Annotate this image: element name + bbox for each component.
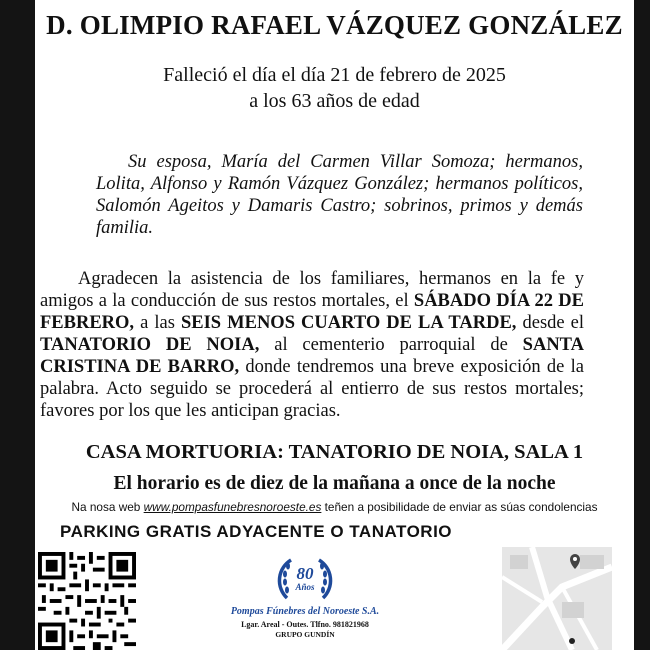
- left-black-border: [0, 0, 35, 650]
- website-link[interactable]: www.pompasfunebresnoroeste.es: [143, 500, 322, 514]
- thanks-paragraph: Agradecen la asistencia de los familiares, hermanos en la fe y amigos a la conducción de sus restos mortales, el SÁBADO DÍA 22 DE FEBRERO, a las SEIS MENOS CUARTO DE LA TARDE, desde el TANATORIO DE NOIA, al cementerio parroquial de SANTA CRISTINA DE BARRO, donde tendremos una breve exposición de la palabra. Acto seguido se procederá al entierro de sus restos mortales; favores por los que les anticipan gracias.: [40, 269, 585, 421]
- location-map[interactable]: [502, 547, 612, 650]
- company-logo: [205, 552, 405, 650]
- funeral-time: SEIS MENOS CUARTO DE LA TARDE,: [180, 313, 517, 333]
- condolences-line: Na nosa web www.pompasfunebresnoroeste.es teñen a posibilidade de enviar as súas condolencias: [71, 500, 598, 514]
- funeral-date: SÁBADO DÍA 22 DE FEBRERO,: [40, 291, 584, 333]
- company-group: GRUPO GUNDÍN: [275, 630, 335, 639]
- age: a los 63 años de edad: [249, 90, 420, 112]
- company-address: Lgar. Areal - Outes. Tlfno. 981821968: [241, 620, 369, 629]
- right-black-border: [634, 0, 650, 650]
- funeral-origin: TANATORIO DE NOIA,: [40, 335, 260, 355]
- cemetery: SANTA CRISTINA DE BARRO,: [40, 335, 585, 377]
- visiting-hours: El horario es de diez de la mañana a once de la noche: [113, 473, 556, 494]
- casa-mortuoria: CASA MORTUORIA: TANATORIO DE NOIA, SALA 1: [85, 441, 584, 463]
- qr-code[interactable]: [38, 552, 136, 650]
- family-paragraph: Su esposa, María del Carmen Villar Somoza; hermanos, Lolita, Alfonso y Ramón Vázquez González; hermanos políticos, Salomón Ageitos y Damaris Castro; sobrinos, primos y demás familia.: [96, 152, 583, 238]
- parking-info: PARKING GRATIS ADYACENTE O TANATORIO: [60, 522, 453, 541]
- anniversary-emblem: [277, 552, 333, 606]
- death-info: [35, 62, 634, 114]
- death-date: Falleció el día el día 21 de febrero de 2025: [163, 64, 506, 86]
- deceased-name: D. OLIMPIO RAFAEL VÁZQUEZ GONZÁLEZ: [46, 10, 623, 40]
- years-word: Años: [295, 582, 315, 592]
- years-number: 80: [296, 564, 314, 583]
- company-name: Pompas Fúnebres del Noroeste S.A.: [230, 606, 380, 617]
